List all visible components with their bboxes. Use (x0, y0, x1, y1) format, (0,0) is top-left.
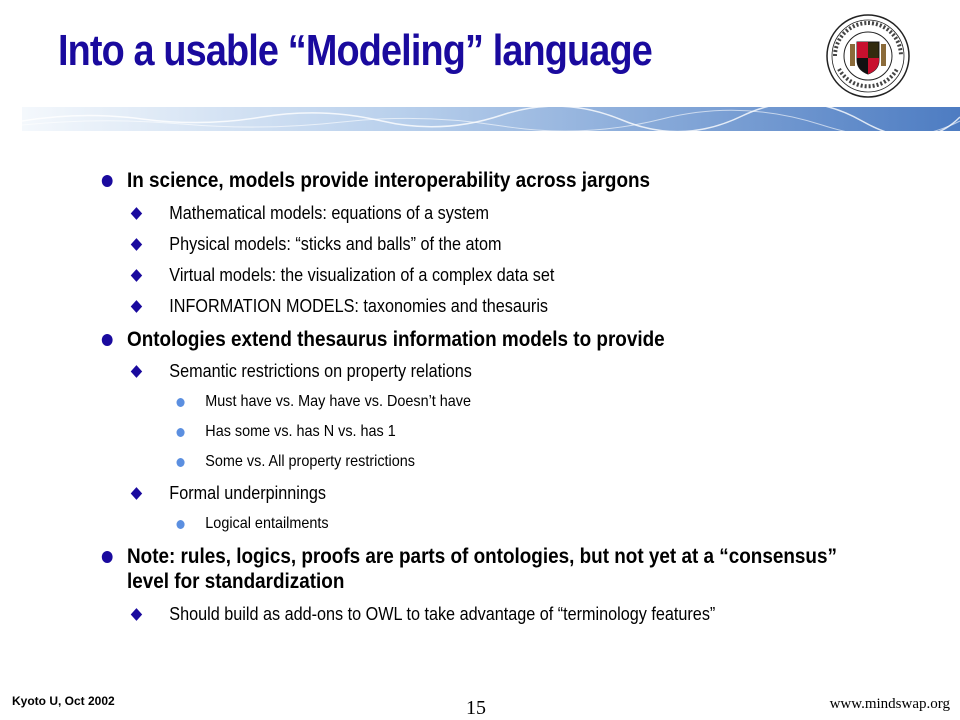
small-round-bullet-icon (177, 398, 185, 407)
decorative-banner (22, 107, 960, 131)
bullet-text: Should build as add-ons to OWL to take advantage of “terminology features” (169, 604, 716, 624)
bullet-item-level1 (100, 544, 838, 594)
bullet-item-level2 (100, 482, 838, 504)
round-bullet-icon (102, 551, 113, 563)
bullet-item-level2 (100, 264, 838, 286)
bullet-text: Ontologies extend thesaurus information models to provide (127, 328, 665, 351)
bullet-text: Mathematical models: equations of a system (169, 203, 489, 223)
footer-event-label: Kyoto U, Oct 2002 (12, 694, 115, 708)
diamond-bullet-icon (131, 269, 142, 282)
bullet-item-level2 (100, 233, 838, 255)
small-round-bullet-icon (177, 520, 185, 529)
bullet-item-level3 (100, 452, 838, 472)
round-bullet-icon (102, 334, 113, 346)
bullet-list (100, 168, 838, 625)
bullet-text: Virtual models: the visualization of a complex data set (169, 265, 555, 285)
bullet-text: Logical entailments (205, 515, 329, 532)
bullet-text: Has some vs. has N vs. has 1 (205, 423, 396, 440)
bullet-item-level3 (100, 514, 838, 534)
bullet-item-level2 (100, 360, 838, 382)
bullet-item-level2 (100, 295, 838, 317)
diamond-bullet-icon (131, 300, 142, 313)
small-round-bullet-icon (177, 458, 185, 467)
diamond-bullet-icon (131, 487, 142, 500)
diamond-bullet-icon (131, 207, 142, 220)
small-round-bullet-icon (177, 428, 185, 437)
bullet-item-level3 (100, 422, 838, 442)
diamond-bullet-icon (131, 365, 142, 378)
bullet-item-level2 (100, 202, 838, 224)
bullet-item-level1 (100, 168, 838, 193)
university-seal-logo (826, 14, 910, 98)
bullet-item-level1 (100, 327, 838, 352)
footer-website: www.mindswap.org (829, 696, 950, 712)
bullet-text: Physical models: “sticks and balls” of the atom (169, 234, 502, 254)
bullet-text: In science, models provide interoperability across jargons (127, 169, 651, 192)
round-bullet-icon (102, 175, 113, 187)
bullet-text: Formal underpinnings (169, 483, 326, 503)
slide-title: Into a usable “Modeling” language (58, 26, 652, 75)
bullet-item-level3 (100, 392, 838, 412)
bullet-text: Semantic restrictions on property relations (169, 361, 472, 381)
bullet-text: Must have vs. May have vs. Doesn’t have (205, 393, 472, 410)
bullet-text: INFORMATION MODELS: taxonomies and thesauris (169, 296, 549, 316)
bullet-text: Note: rules, logics, proofs are parts of ontologies, but not yet at a “consensus” level for standardization (127, 545, 837, 593)
bullet-item-level2 (100, 603, 838, 625)
diamond-bullet-icon (131, 608, 142, 621)
page-number: 15 (466, 697, 486, 719)
diamond-bullet-icon (131, 238, 142, 251)
bullet-text: Some vs. All property restrictions (205, 453, 415, 470)
